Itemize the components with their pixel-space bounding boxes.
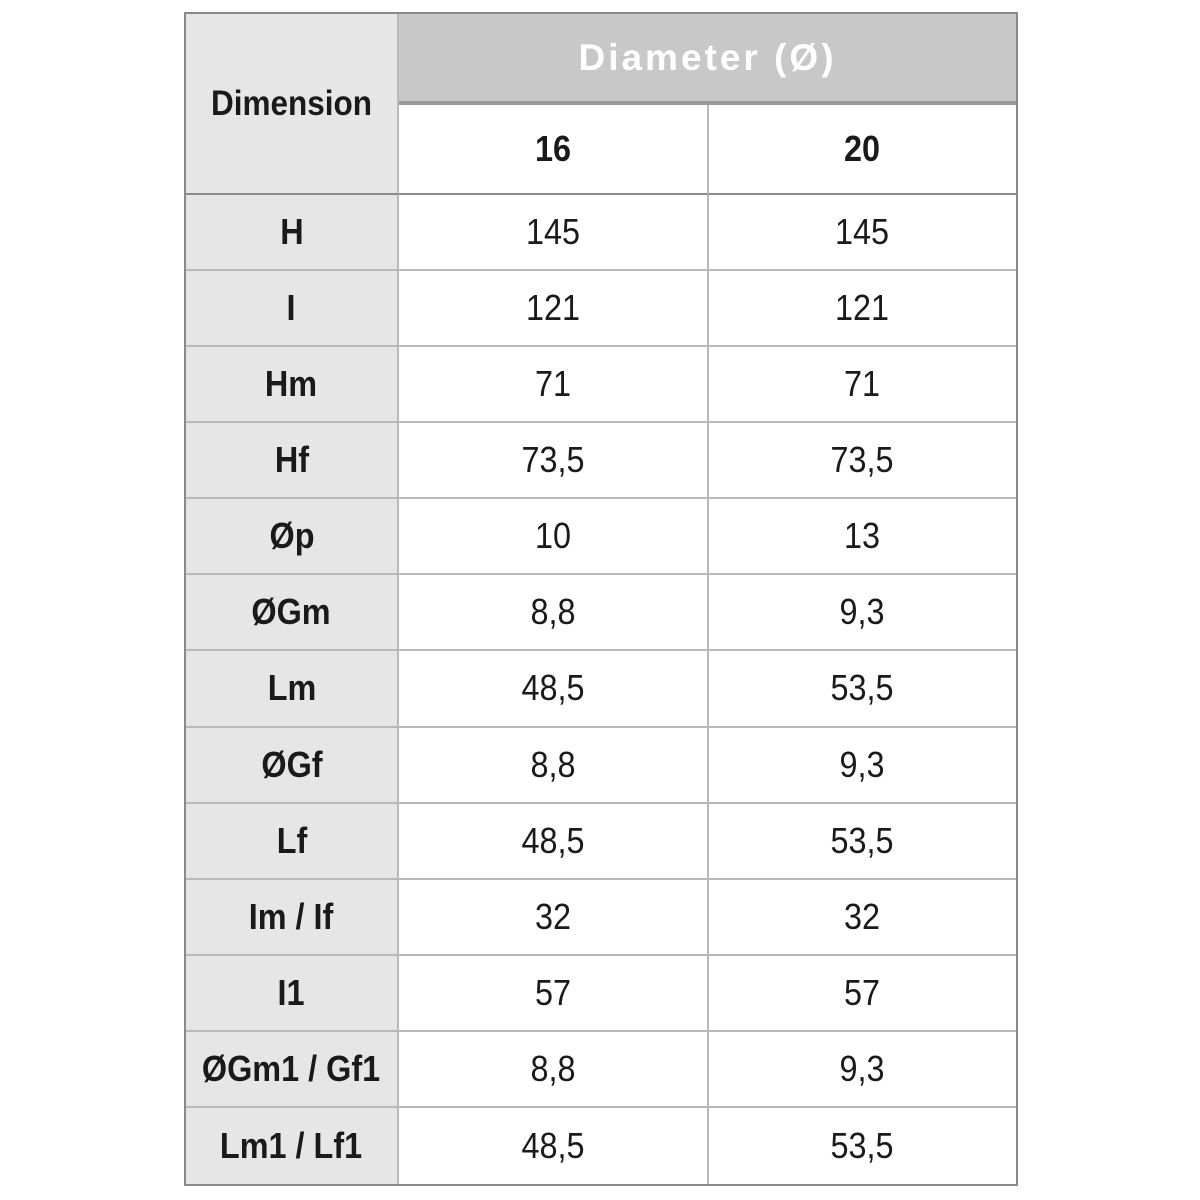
row-label: [186, 651, 399, 727]
table-cell-value: 8,8: [530, 1047, 576, 1089]
row-label-text: Lm1 / Lf1: [220, 1124, 363, 1166]
table-cell-value: 48,5: [521, 819, 585, 861]
table-cell-value: 145: [835, 211, 890, 253]
table-cell: [709, 195, 1016, 271]
row-label: [186, 1108, 399, 1184]
table-cell: [399, 804, 709, 880]
table-cell: [399, 271, 709, 347]
row-label-text: Lf: [276, 819, 307, 861]
row-label-text: Lm: [267, 667, 316, 709]
table-cell-value: 9,3: [839, 591, 886, 633]
row-label: [186, 499, 399, 575]
diameter-header: [399, 14, 1016, 105]
table-cell: [399, 1032, 709, 1108]
table-cell: [709, 956, 1016, 1032]
row-label: [186, 423, 399, 499]
table-cell-value: 71: [844, 363, 881, 405]
column-header-text: 16: [534, 128, 572, 169]
row-label: [186, 728, 399, 804]
table-cell: [709, 804, 1016, 880]
row-label-text: Hf: [274, 439, 309, 481]
table-cell-value: 53,5: [830, 819, 895, 861]
table-cell: [709, 575, 1016, 651]
table-cell-value: 32: [534, 895, 572, 937]
table-cell-value: 8,8: [530, 591, 576, 633]
dimension-table-grid: [186, 14, 1016, 1184]
table-cell: [709, 499, 1016, 575]
table-cell-value: 48,5: [521, 667, 585, 709]
table-cell: [709, 651, 1016, 727]
column-header-20: [709, 105, 1016, 195]
table-cell-value: 9,3: [839, 1047, 886, 1089]
dimension-table: [184, 12, 1018, 1186]
table-cell: [399, 728, 709, 804]
table-cell-value: 73,5: [521, 439, 585, 481]
table-cell-value: 145: [525, 211, 581, 253]
row-label: [186, 347, 399, 423]
row-label: [186, 804, 399, 880]
column-header-16: [399, 105, 709, 195]
table-cell: [399, 1108, 709, 1184]
row-label-text: Im / If: [249, 895, 334, 937]
row-label-text: I1: [277, 971, 306, 1013]
table-cell: [709, 347, 1016, 423]
table-cell-value: 73,5: [830, 439, 895, 481]
table-cell: [399, 880, 709, 956]
table-cell-value: 32: [844, 895, 881, 937]
table-cell-value: 121: [525, 287, 581, 329]
table-cell: [399, 575, 709, 651]
row-label: [186, 1032, 399, 1108]
row-label: [186, 271, 399, 347]
row-label-text: I: [286, 287, 296, 329]
row-label-text: Hm: [265, 363, 318, 405]
table-cell-value: 13: [844, 515, 881, 557]
dimension-header: [186, 14, 399, 195]
table-cell: [399, 423, 709, 499]
table-cell-value: 8,8: [530, 743, 576, 785]
table-cell: [709, 1032, 1016, 1108]
table-cell-value: 53,5: [830, 1124, 895, 1166]
row-label: [186, 575, 399, 651]
table-cell-value: 48,5: [521, 1124, 585, 1166]
table-cell: [399, 499, 709, 575]
table-cell-value: 53,5: [830, 667, 895, 709]
table-cell-value: 10: [534, 515, 572, 557]
row-label-text: ØGf: [260, 743, 323, 785]
table-cell: [399, 195, 709, 271]
table-cell-value: 9,3: [839, 743, 886, 785]
table-cell: [709, 271, 1016, 347]
table-cell: [399, 956, 709, 1032]
table-cell: [709, 1108, 1016, 1184]
column-header-text: 20: [844, 128, 881, 169]
table-cell-value: 57: [534, 971, 572, 1013]
table-cell-value: 121: [835, 287, 890, 329]
row-label: [186, 195, 399, 271]
table-cell: [709, 728, 1016, 804]
diameter-header-text: Diameter (Ø): [578, 36, 837, 78]
table-cell: [709, 880, 1016, 956]
table-cell: [709, 423, 1016, 499]
row-label-text: Øp: [269, 515, 314, 557]
row-label-text: H: [279, 211, 304, 253]
row-label-text: ØGm1 / Gf1: [202, 1047, 381, 1089]
table-cell-value: 57: [844, 971, 881, 1013]
table-cell: [399, 347, 709, 423]
table-cell: [399, 651, 709, 727]
row-label: [186, 956, 399, 1032]
row-label: [186, 880, 399, 956]
dimension-header-text: Dimension: [210, 83, 373, 123]
row-label-text: ØGm: [251, 591, 332, 633]
table-cell-value: 71: [534, 363, 572, 405]
